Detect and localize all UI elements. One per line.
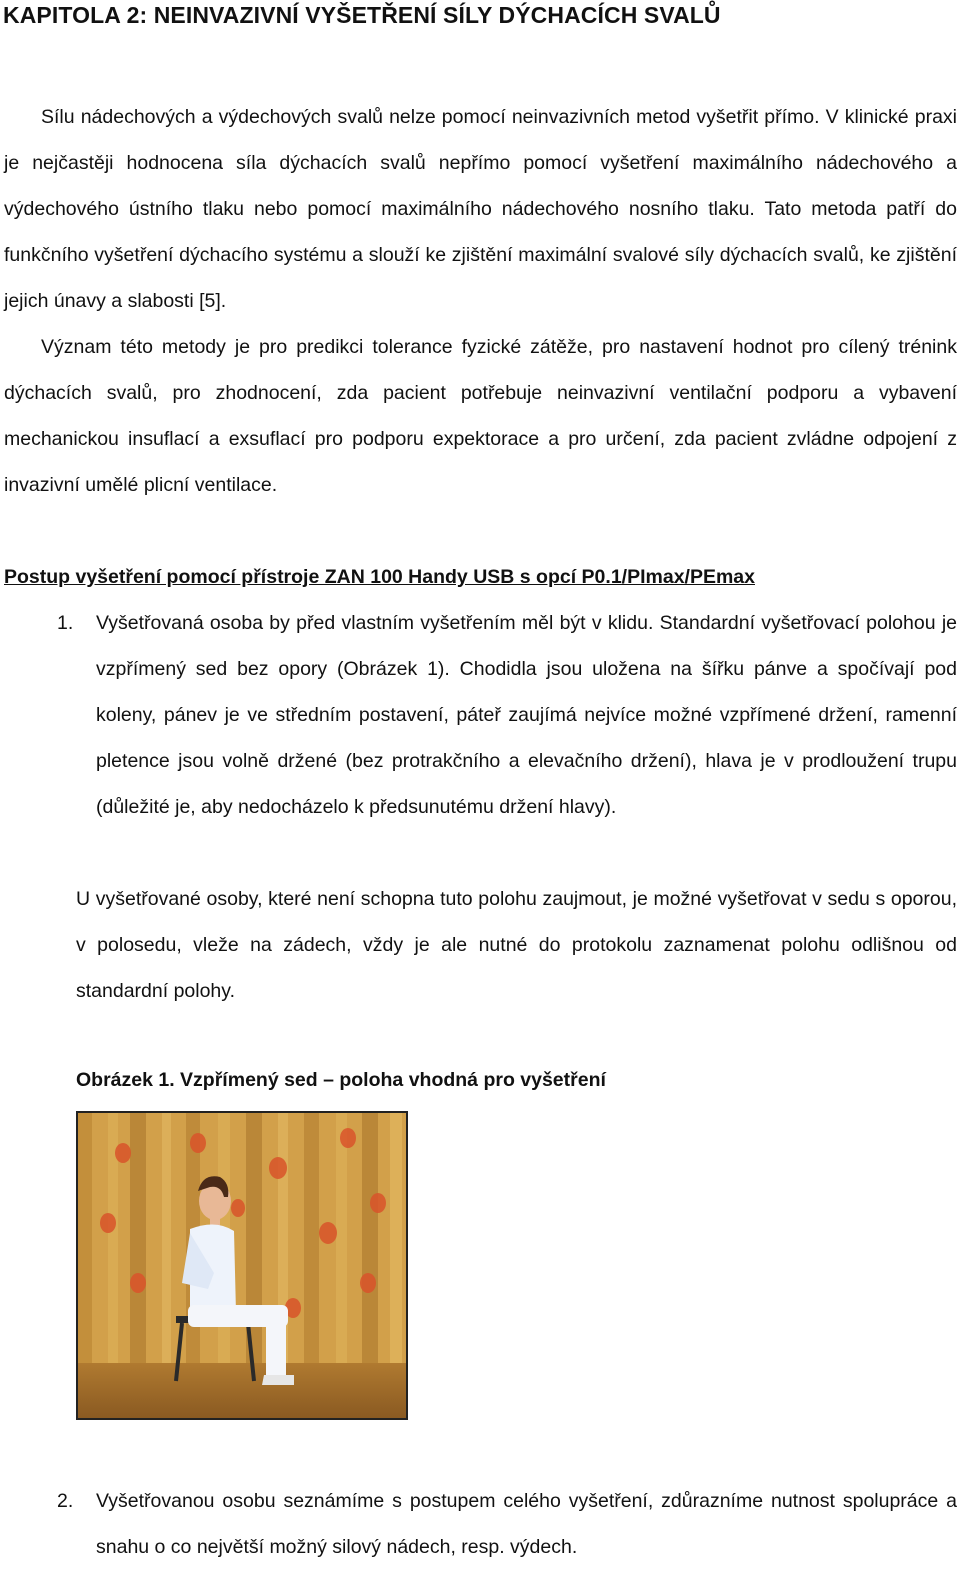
alternative-position-paragraph: U vyšetřované osoby, které není schopna tuto polohu zaujmout, je možné vyšetřovat v sedu s oporou, v polosedu, vleže na zádech, vždy je ale nutné do protokolu zaznamenat polohu odlišnou od standardní polohy. xyxy=(76,888,957,1002)
significance-paragraph: Význam této metody je pro predikci tolerance fyzické zátěže, pro nastavení hodnot pro cílený trénink dýchacích svalů, pro zhodnocení, zda pacient potřebuje neinvazivní ventilační podporu a vybavení mechanickou insuflací a exsuflací pro podporu expektorace a pro určení, zda pacient zvládne odpojení z invazivní umělé plicní ventilace. xyxy=(4,336,957,496)
intro-paragraph: Sílu nádechových a výdechových svalů nelze pomocí neinvazivních metod vyšetřit přímo. V klinické praxi je nejčastěji hodnocena síla dýchacích svalů nepřímo pomocí vyšetření maximálního nádechového a výdechového ústního tlaku nebo pomocí maximálního nádechového nosního tlaku. Tato metoda patří do funkčního vyšetření dýchacího systému a slouží ke zjištění maximální svalové síly dýchacích svalů, ke zjištění jejich únavy a slabosti [5]. xyxy=(4,106,957,312)
chapter-heading: KAPITOLA 2: NEINVAZIVNÍ VYŠETŘENÍ SÍLY DÝCHACÍCH SVALŮ xyxy=(3,2,721,28)
figure-caption: Obrázek 1. Vzpřímený sed – poloha vhodná pro vyšetření xyxy=(76,1069,606,1091)
step-2-text: Vyšetřovanou osobu seznámíme s postupem celého vyšetření, zdůrazníme nutnost spolupráce a snahu o co největší možný silový nádech, resp. výdech. xyxy=(96,1490,957,1558)
figure-photo-seated-woman xyxy=(76,1111,408,1420)
step-1-text: Vyšetřovaná osoba by před vlastním vyšetřením měl být v klidu. Standardní vyšetřovací polohou je vzpřímený sed bez opory (Obrázek 1). Chodidla jsou uložena na šířku pánve a spočívají pod koleny, pánev je ve středním postavení, páteř zaujímá nejvíce možné vzpřímené držení, ramenní pletence jsou volně držené (bez protrakčního a elevačního držení), hlava je v prodloužení trupu (důležité je, aby nedocházelo k předsunutému držení hlavy). xyxy=(96,612,957,818)
step-2-number: 2. xyxy=(57,1490,74,1512)
step-1-number: 1. xyxy=(57,612,74,634)
procedure-subheading: Postup vyšetření pomocí přístroje ZAN 100 Handy USB s opcí P0.1/PImax/PEmax xyxy=(4,566,755,588)
